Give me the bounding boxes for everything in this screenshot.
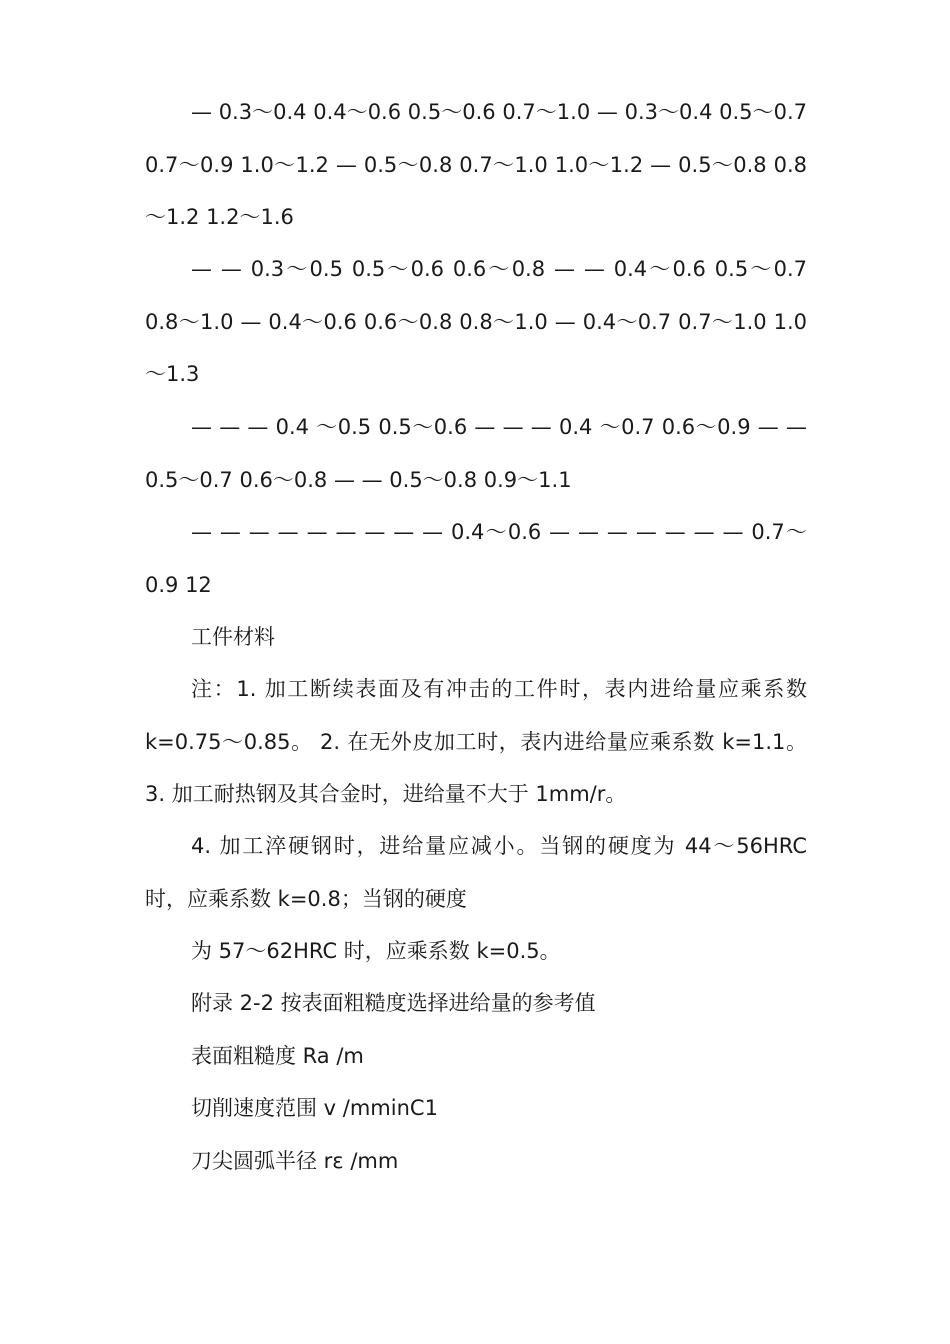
note-paragraph: 注：1. 加工断续表面及有冲击的工件时，表内进给量应乘系数 k=0.75～0.85。 2. 在无外皮加工时，表内进给量应乘系数 k=1.1。 3. 加工耐热钢及其合金时，进给量不大于 1mm/r。	[145, 677, 807, 806]
surface-roughness-label: 表面粗糙度 Ra /m	[191, 1044, 364, 1068]
table-row-text-4: — — — — — — — — — 0.4～0.6 — — — — — — — 0.7～0.9 12	[145, 520, 807, 597]
table-row-text-1: — 0.3～0.4 0.4～0.6 0.5～0.6 0.7～1.0 — 0.3～0.4 0.5～0.7 0.7～0.9 1.0～1.2 — 0.5～0.8 0.7～1.0 1.0～1.2 — 0.5～0.8 0.8～1.2 1.2～1.6	[145, 100, 807, 229]
workpiece-material-label: 工件材料	[191, 625, 275, 649]
note-item-4: 4. 加工淬硬钢时，进给量应减小。当钢的硬度为 44～56HRC 时，应乘系数 k=0.8；当钢的硬度	[145, 834, 807, 911]
cutting-speed-label: 切削速度范围 v /mminC1	[191, 1096, 438, 1120]
nose-radius-label: 刀尖圆弧半径 rε /mm	[191, 1149, 399, 1173]
appendix-heading: 附录 2-2 按表面粗糙度选择进给量的参考值	[191, 991, 596, 1015]
note-item-4-continued: 为 57～62HRC 时，应乘系数 k=0.5。	[191, 939, 561, 963]
table-row-text-2: — — 0.3～0.5 0.5～0.6 0.6～0.8 — — 0.4～0.6 0.5～0.7 0.8～1.0 — 0.4～0.6 0.6～0.8 0.8～1.0 — 0.4～0.7 0.7～1.0 1.0～1.3	[145, 257, 807, 386]
table-row-text-3: — — — 0.4 ～0.5 0.5～0.6 — — — 0.4 ～0.7 0.6～0.9 — — 0.5～0.7 0.6～0.8 — — 0.5～0.8 0.9～1.1	[145, 415, 807, 492]
